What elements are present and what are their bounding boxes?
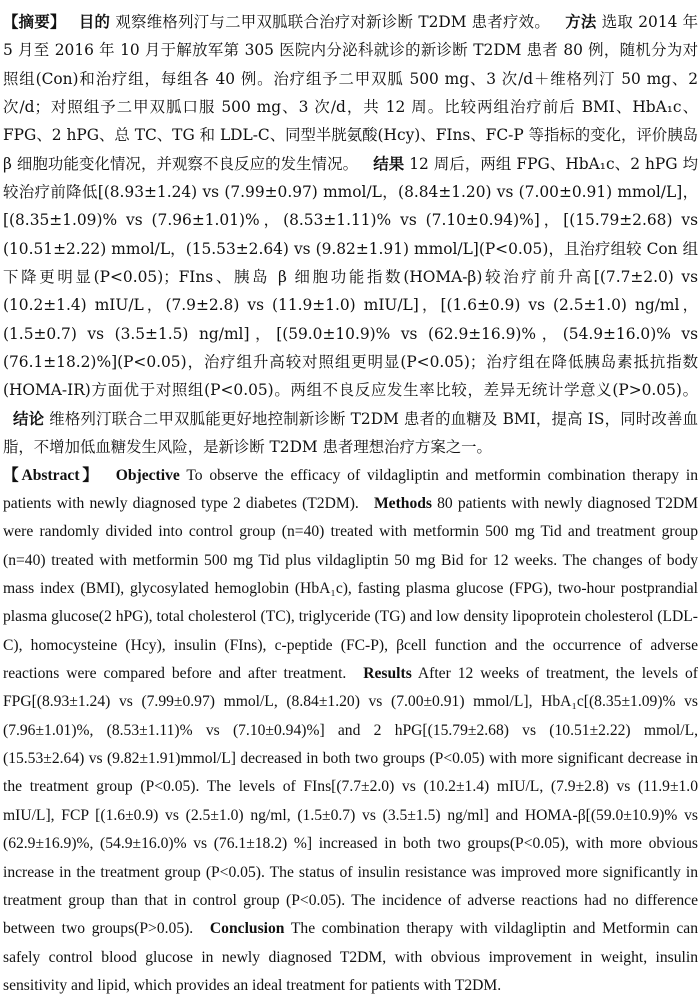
zh-conclusion-text: 维格列汀联合二甲双胍能更好地控制新诊断 T2DM 患者的血糖及 BMI，提高 IS，同时改善血脂，不增加低血糖发生风险，是新诊断 T2DM 患者理想治疗方案之一。	[3, 410, 698, 456]
zh-objective-text: 观察维格列汀与二甲双胍联合治疗对新诊断 T2DM 患者疗效。	[115, 13, 550, 31]
en-results-label: Results	[363, 665, 412, 682]
english-abstract	[3, 462, 698, 1000]
zh-abstract-header: 【摘要】	[3, 13, 66, 31]
en-abstract-header: 【Abstract】	[3, 467, 101, 484]
zh-objective-label: 目的	[79, 13, 110, 31]
zh-results-text: 12 周后，两组 FPG、HbA₁c、2 hPG 均较治疗前降低[(8.93±1.24) vs (7.99±0.97) mmol/L，(8.84±1.20) vs (7.00±0.91) mmol/L]，[(8.35±1.09)% vs (7.96±1.01)%，(8.53±1.11)% vs (7.10±0.94)%]，[(15.79±2.68) vs (10.51±2.22) mmol/L，(15.53±2.64) vs (9.82±1.91) mmol/L](P<0.05)，且治疗组较 Con 组下降更明显(P<0.05)；FIns、胰岛 β 细胞功能指数(HOMA-β)较治疗前升高[(7.7±2.0) vs (10.2±1.4) mIU/L，(7.9±2.8) vs (11.9±1.0) mIU/L]，[(1.6±0.9) vs (2.5±1.0) ng/ml，(1.5±0.7) vs (3.5±1.5) ng/ml]，[(59.0±10.9)% vs (62.9±16.9)%，(54.9±16.0)% vs (76.1±18.2)%](P<0.05)，治疗组升高较对照组更明显(P<0.05)；治疗组在降低胰岛素抵抗指数(HOMA-IR)方面优于对照组(P<0.05)。两组不良反应发生率比较，差异无统计学意义(P>0.05)。	[3, 155, 698, 400]
chinese-abstract	[3, 8, 698, 462]
en-results-text: After 12 weeks of treatment, the levels of FPG[(8.93±1.24) vs (7.99±0.97) mmol/L, (8.84±1.20) vs (7.00±0.91) mmol/L], HbA₁c[(8.35±1.09)% vs (7.96±1.01)%, (8.53±1.11)% vs (7.10±0.94)%] and 2 hPG[(15.79±2.68) vs (10.51±2.22) mmol/L, (15.53±2.64) vs (9.82±1.91)mmol/L] decreased in both two groups (P<0.05) with more significant decrease in the treatment group (P<0.05). The levels of FIns[(7.7±2.0) vs (10.2±1.4) mIU/L, (7.9±2.8) vs (11.9±1.0 mIU/L], FCP [(1.6±0.9) vs (2.5±1.0) ng/ml, (1.5±0.7) vs (3.5±1.5) ng/ml] and HOMA-β[(59.0±10.9)% vs (62.9±16.9)%, (54.9±16.0)% vs (76.1±18.2) %] increased in both two groups(P<0.05), with more obvious increase in the treatment group (P<0.05). The status of insulin resistance was improved more significantly in treatment group than that in control group (P<0.05). The incidence of adverse reactions had no difference between two groups(P>0.05).	[3, 665, 698, 937]
zh-conclusion-label: 结论	[13, 410, 44, 428]
zh-results-label: 结果	[373, 155, 404, 173]
zh-methods-text: 选取 2014 年 5 月至 2016 年 10 月于解放军第 305 医院内分泌科就诊的新诊断 T2DM 患者 80 例，随机分为对照组(Con)和治疗组，每组各 40 例。治疗组予二甲双胍 500 mg、3 次/d＋维格列汀 50 mg、2 次/d；对照组予二甲双胍口服 500 mg、3 次/d，共 12 周。比较两组治疗前后 BMI、HbA₁c、FPG、2 hPG、总 TC、TG 和 LDL-C、同型半胱氨酸(Hcy)、FIns、FC-P 等指标的变化，评价胰岛 β 细胞功能变化情况，并观察不良反应的发生情况。	[3, 13, 698, 173]
zh-methods-label: 方法	[565, 13, 596, 31]
en-methods-label: Methods	[374, 495, 432, 512]
en-methods-text: 80 patients with newly diagnosed T2DM were randomly divided into control group (n=40) treated with metformin 500 mg Tid and treatment group (n=40) treated with metformin 500 mg Tid plus vildagliptin 50 mg Bid for 12 weeks. The changes of body mass index (BMI), glycosylated hemoglobin (HbA₁c), fasting plasma glucose (FPG), two-hour postprandial plasma glucose(2 hPG), total cholesterol (TC), triglyceride (TG) and low density lipoprotein cholesterol (LDL-C), homocysteine (Hcy), insulin (FIns), c-peptide (FC-P), βcell function and the occurrence of adverse reactions were compared before and after treatment.	[3, 495, 698, 682]
en-conclusion-label: Conclusion	[210, 920, 285, 937]
en-conclusion-text: The combination therapy with vildagliptin and Metformin can safely control blood glucose in newly diagnosed T2DM, with obvious improvement in weight, insulin sensitivity and lipid, which provides an ideal treatment for patients with T2DM.	[3, 920, 698, 994]
en-objective-label: Objective	[116, 467, 180, 484]
en-objective-text: To observe the efficacy of vildagliptin and metformin combination therapy in patients with newly diagnosed type 2 diabetes (T2DM).	[3, 467, 698, 512]
